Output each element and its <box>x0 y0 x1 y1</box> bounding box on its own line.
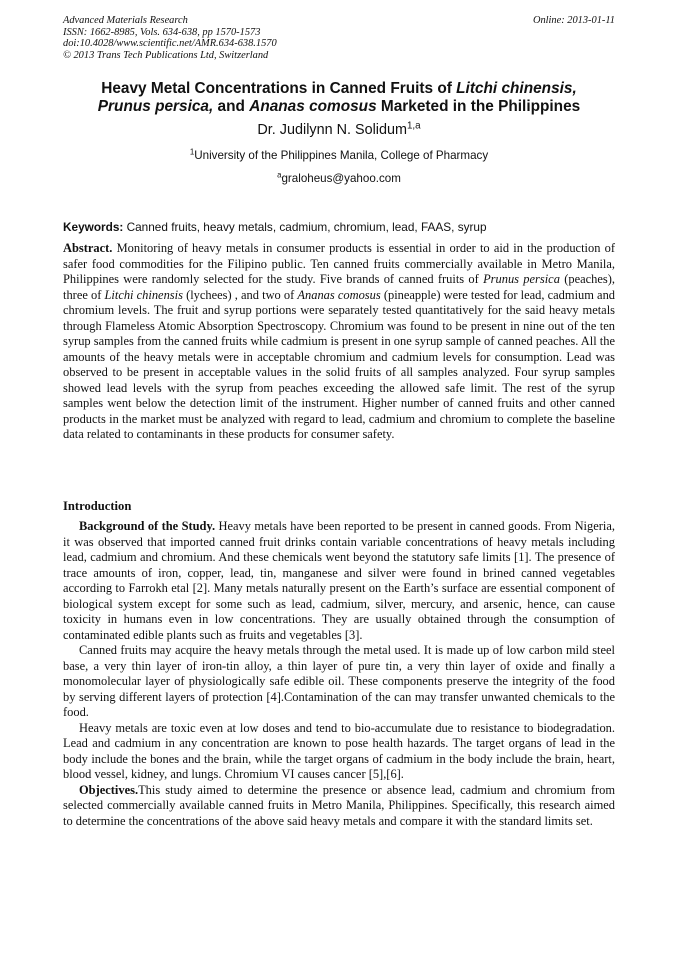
abstract-text-2: (peaches), three of <box>63 272 615 302</box>
author-superscript: 1,a <box>406 120 421 132</box>
introduction-heading: Introduction <box>63 499 132 513</box>
objectives-text: This study aimed to determine the presence or absence lead, cadmium and chromium from selected commercially available canned fruits in Metro Manila, Philippines. Specifically, this research aimed to determine the concentrations of the above said heavy metals and compare it with the standard limits set. <box>63 782 615 828</box>
keywords-line <box>63 220 615 234</box>
title-part-2: Marketed in the Philippines <box>376 98 581 115</box>
affiliation-text: University of the Philippines Manila, College of Pharmacy <box>194 149 489 162</box>
title-species-ananas: Ananas comosus <box>249 98 377 115</box>
abstract-label: Abstract. <box>63 241 113 255</box>
journal-doi: doi:10.4028/www.scientific.net/AMR.634-638.1570 <box>63 38 277 50</box>
affiliation-line <box>40 149 638 163</box>
objectives-label: Objectives. <box>79 782 139 797</box>
abstract-section <box>63 241 615 443</box>
abstract-species-litchi: Litchi chinensis <box>104 287 183 302</box>
email-address[interactable]: graloheus@yahoo.com <box>281 172 401 185</box>
journal-name: Advanced Materials Research <box>63 15 188 26</box>
paper-title <box>40 80 638 116</box>
title-species-litchi: Litchi chinensis, <box>456 80 577 97</box>
abstract-species-prunus: Prunus persica <box>483 272 560 286</box>
intro-paragraph-background <box>63 519 615 643</box>
email-superscript: a <box>277 170 282 180</box>
keywords-text: Canned fruits, heavy metals, cadmium, chromium, lead, FAAS, syrup <box>123 220 487 234</box>
affiliation-superscript: 1 <box>189 147 195 157</box>
author-name: Dr. Judilynn N. Solidum <box>257 122 407 138</box>
author-line <box>40 121 638 139</box>
journal-copyright: © 2013 Trans Tech Publications Ltd, Switzerland <box>63 49 269 61</box>
keywords-label: Keywords: <box>63 220 124 234</box>
online-date: Online: 2013-01-11 <box>532 15 615 26</box>
title-part-1: Heavy Metal Concentrations in Canned Fruits of <box>101 80 457 97</box>
background-text: Heavy metals have been reported to be present in canned goods. From Nigeria, it was observed that imported canned fruit drinks contain variable concentrations of heavy metals including lead, cadmium and chromium. And these chemicals went beyond the statutory safe limits [1]. The presence of trace amounts of iron, copper, lead, tin, manganese and silver were found in brined canned vegetables according to Farrokh etal [2]. Many metals naturally present on the Earth’s surface are essential component of biological system except for some such as lead, cadmium, silver, mercury, and arsenic, hence, can cause toxicity in humans even in low concentrations. They are usually obtained through the consumption of contaminated edible plants such as fruits and vegetables [3]. <box>63 519 615 642</box>
intro-paragraph-objectives <box>63 783 615 830</box>
abstract-text-1: Monitoring of heavy metals in consumer products is essential in order to aid in the production of safer food commodities for the Filipino public. Ten canned fruits commercially available in Metro Manila, Philippines were randomly selected for the study. Five brands of canned fruits of <box>63 241 615 286</box>
abstract-paragraph <box>63 241 615 443</box>
title-species-prunus: Prunus persica, <box>97 98 214 115</box>
email-line <box>40 172 638 186</box>
abstract-text-4: (pineapple) were tested for lead, cadmium and chromium levels. The fruit and syrup portions were separately tested quantitatively for the said heavy metals through Flameless Atomic Absorption Spectroscopy. Chromium was found to be present in nine out of the ten syrup samples from the canned fruits while cadmium is present in one syrup sample of canned peaches. All the amounts of the heavy metals were in acceptable chromium and cadmium levels for consumption. Lead was observed to be present in acceptable values in the solid fruits of all samples analyzed. Four syrup samples showed lead levels with the syrup from peaches exceeding the allowed safe limit. The rest of the syrup samples went below the detection limit of the instrument. Higher number of canned fruits and other canned products in the market must be analyzed with regard to lead, cadmium and chromium to complete the baseline data related to contaminants in these products for consumer safety. <box>63 287 616 441</box>
journal-header <box>63 15 483 61</box>
intro-paragraph-toxicity: Heavy metals are toxic even at low doses and tend to bio-accumulate due to resistance to biodegradation. Lead and cadmium in any concentration are known to pose health hazards. The target organs of lead in the body include the bones and the brain, while the target organs of cadmium in the body include the brain, heart, blood vessel, kidney, and lungs. Chromium VI causes cancer [5],[6]. <box>63 720 615 781</box>
abstract-text-3: (lychees) , and two of <box>182 287 298 302</box>
intro-paragraph-canned: Canned fruits may acquire the heavy metals through the metal used. It is made up of low carbon mild steel base, a very thin layer of iron-tin alloy, a thin layer of pure tin, a very thin layer of oxide and finally a monomolecular layer of physiologically safe edible oil. These components preserve the integrity of the food by serving different layers of protection [4].Contamination of the can may transfer unwanted chemicals to the food. <box>63 643 615 719</box>
abstract-species-ananas: Ananas comosus <box>297 287 381 302</box>
title-and: and <box>213 98 250 115</box>
journal-issn: ISSN: 1662-8985, Vols. 634-638, pp 1570-1573 <box>63 26 261 38</box>
introduction-section <box>63 519 615 829</box>
background-label: Background of the Study. <box>79 519 216 533</box>
